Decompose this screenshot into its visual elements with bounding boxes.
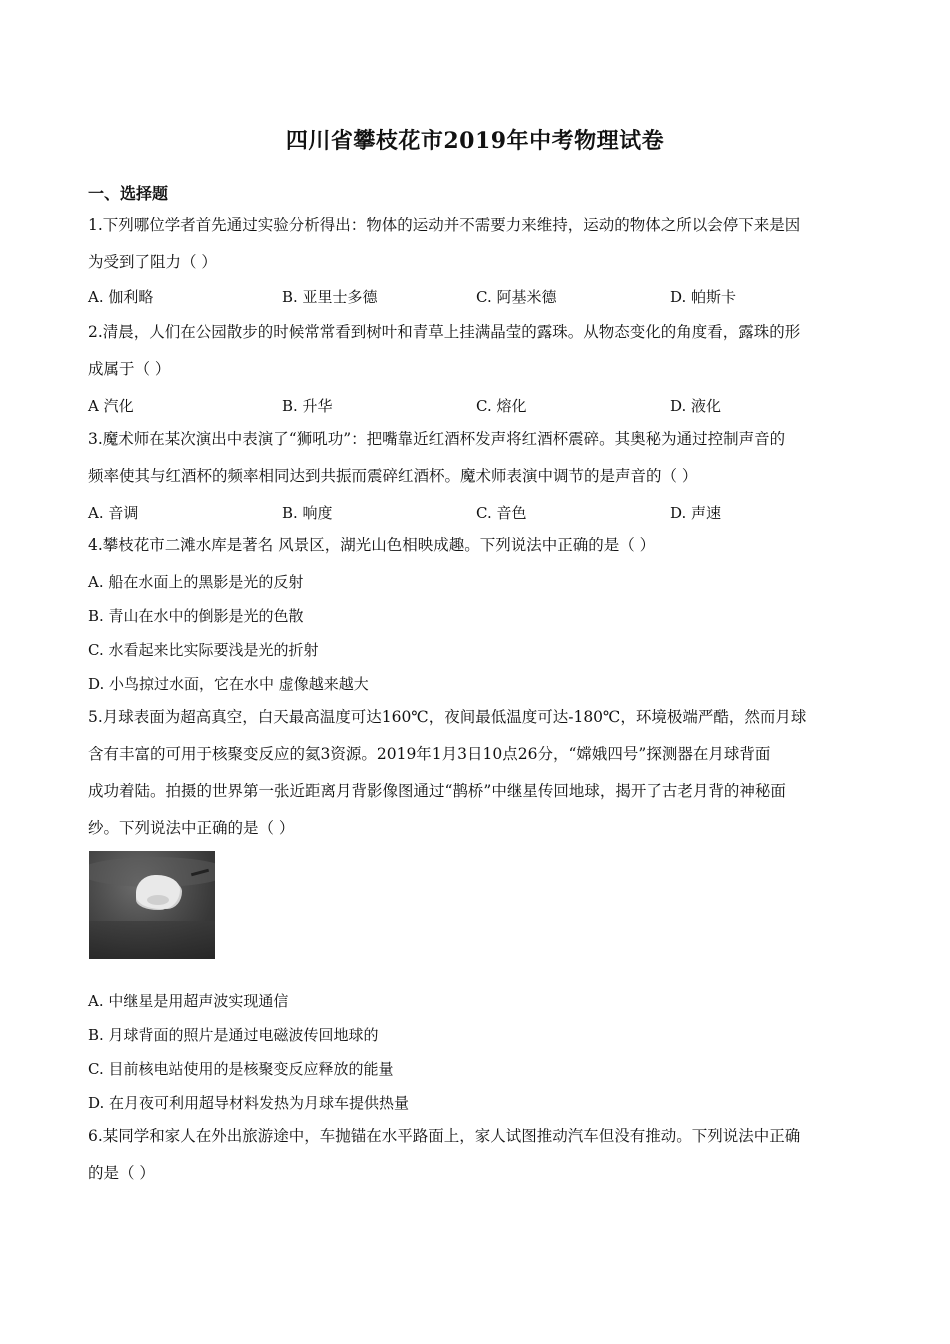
question-3-line-1: 3.魔术师在某次演出中表演了“狮吼功”：把嘴靠近红酒杯发声将红酒杯震碎。其奥秘为通过控制声音的 xyxy=(88,430,786,448)
question-5-line-2: 含有丰富的可用于核聚变反应的氦3资源。2019年1月3日10点26分，“嫦娥四号”探测器在月球背面 xyxy=(88,745,771,763)
option-c: C. 熔化 xyxy=(476,397,527,415)
option-b: B. 响度 xyxy=(282,504,333,522)
question-1-line-2: 为受到了阻力（ ） xyxy=(88,253,217,271)
question-5-line-1: 5.月球表面为超高真空，白天最高温度可达160℃，夜间最低温度可达-180℃，环境极端严酷，然而月球 xyxy=(88,708,807,726)
option-a: A. 音调 xyxy=(88,504,139,522)
question-3 xyxy=(88,421,863,495)
question-5-line-3: 成功着陆。拍摄的世界第一张近距离月背影像图通过“鹊桥”中继星传回地球，揭开了古老月背的神秘面 xyxy=(88,782,786,800)
question-6-line-1: 6.某同学和家人在外出旅游途中，车抛锚在水平路面上，家人试图推动汽车但没有推动。下列说法中正确 xyxy=(88,1127,801,1145)
question-2-options xyxy=(88,395,863,419)
option-c: C. 目前核电站使用的是核聚变反应释放的能量 xyxy=(88,1060,394,1078)
option-c: C. 阿基米德 xyxy=(476,288,557,306)
question-2 xyxy=(88,314,863,388)
question-3-options xyxy=(88,502,863,526)
moon-far-side-photo xyxy=(89,851,215,959)
question-2-line-1: 2.清晨，人们在公园散步的时候常常看到树叶和青草上挂满晶莹的露珠。从物态变化的角度看，露珠的形 xyxy=(88,323,801,341)
question-1 xyxy=(88,207,863,281)
option-c: C. 水看起来比实际要浅是光的折射 xyxy=(88,641,319,659)
option-d: D. 在月夜可利用超导材料发热为月球车提供热量 xyxy=(88,1094,410,1112)
option-b: B. 亚里士多德 xyxy=(282,288,378,306)
option-b: B. 升华 xyxy=(282,397,333,415)
option-b: B. 月球背面的照片是通过电磁波传回地球的 xyxy=(88,1026,379,1044)
page-title: 四川省攀枝花市2019年中考物理试卷 xyxy=(285,128,665,154)
question-5 xyxy=(88,699,863,847)
option-a: A. 船在水面上的黑影是光的反射 xyxy=(88,573,304,591)
question-4 xyxy=(88,527,863,564)
question-5-line-4: 纱。下列说法中正确的是（ ） xyxy=(88,819,295,837)
question-3-line-2: 频率使其与红酒杯的频率相同达到共振而震碎红酒杯。魔术师表演中调节的是声音的（ ） xyxy=(88,467,698,485)
option-a: A. 伽利略 xyxy=(88,288,154,306)
option-d: D. 小鸟掠过水面，它在水中 虚像越来越大 xyxy=(88,675,369,693)
section-heading: 一、选择题 xyxy=(88,184,169,203)
option-a: A. 中继星是用超声波实现通信 xyxy=(88,992,289,1010)
option-d: D. 声速 xyxy=(670,504,722,522)
option-a: A 汽化 xyxy=(88,397,134,415)
option-d: D. 帕斯卡 xyxy=(670,288,737,306)
option-c: C. 音色 xyxy=(476,504,527,522)
option-d: D. 液化 xyxy=(670,397,722,415)
option-b: B. 青山在水中的倒影是光的色散 xyxy=(88,607,304,625)
question-2-line-2: 成属于（ ） xyxy=(88,360,171,378)
question-1-options xyxy=(88,286,863,310)
question-1-line-1: 1.下列哪位学者首先通过实验分析得出：物体的运动并不需要力来维持，运动的物体之所以会停下来是因 xyxy=(88,216,801,234)
question-4-line-1: 4.攀枝花市二滩水库是著名 风景区，湖光山色相映成趣。下列说法中正确的是（ ） xyxy=(88,536,656,554)
question-6-line-2: 的是（ ） xyxy=(88,1164,155,1182)
question-6 xyxy=(88,1118,863,1192)
